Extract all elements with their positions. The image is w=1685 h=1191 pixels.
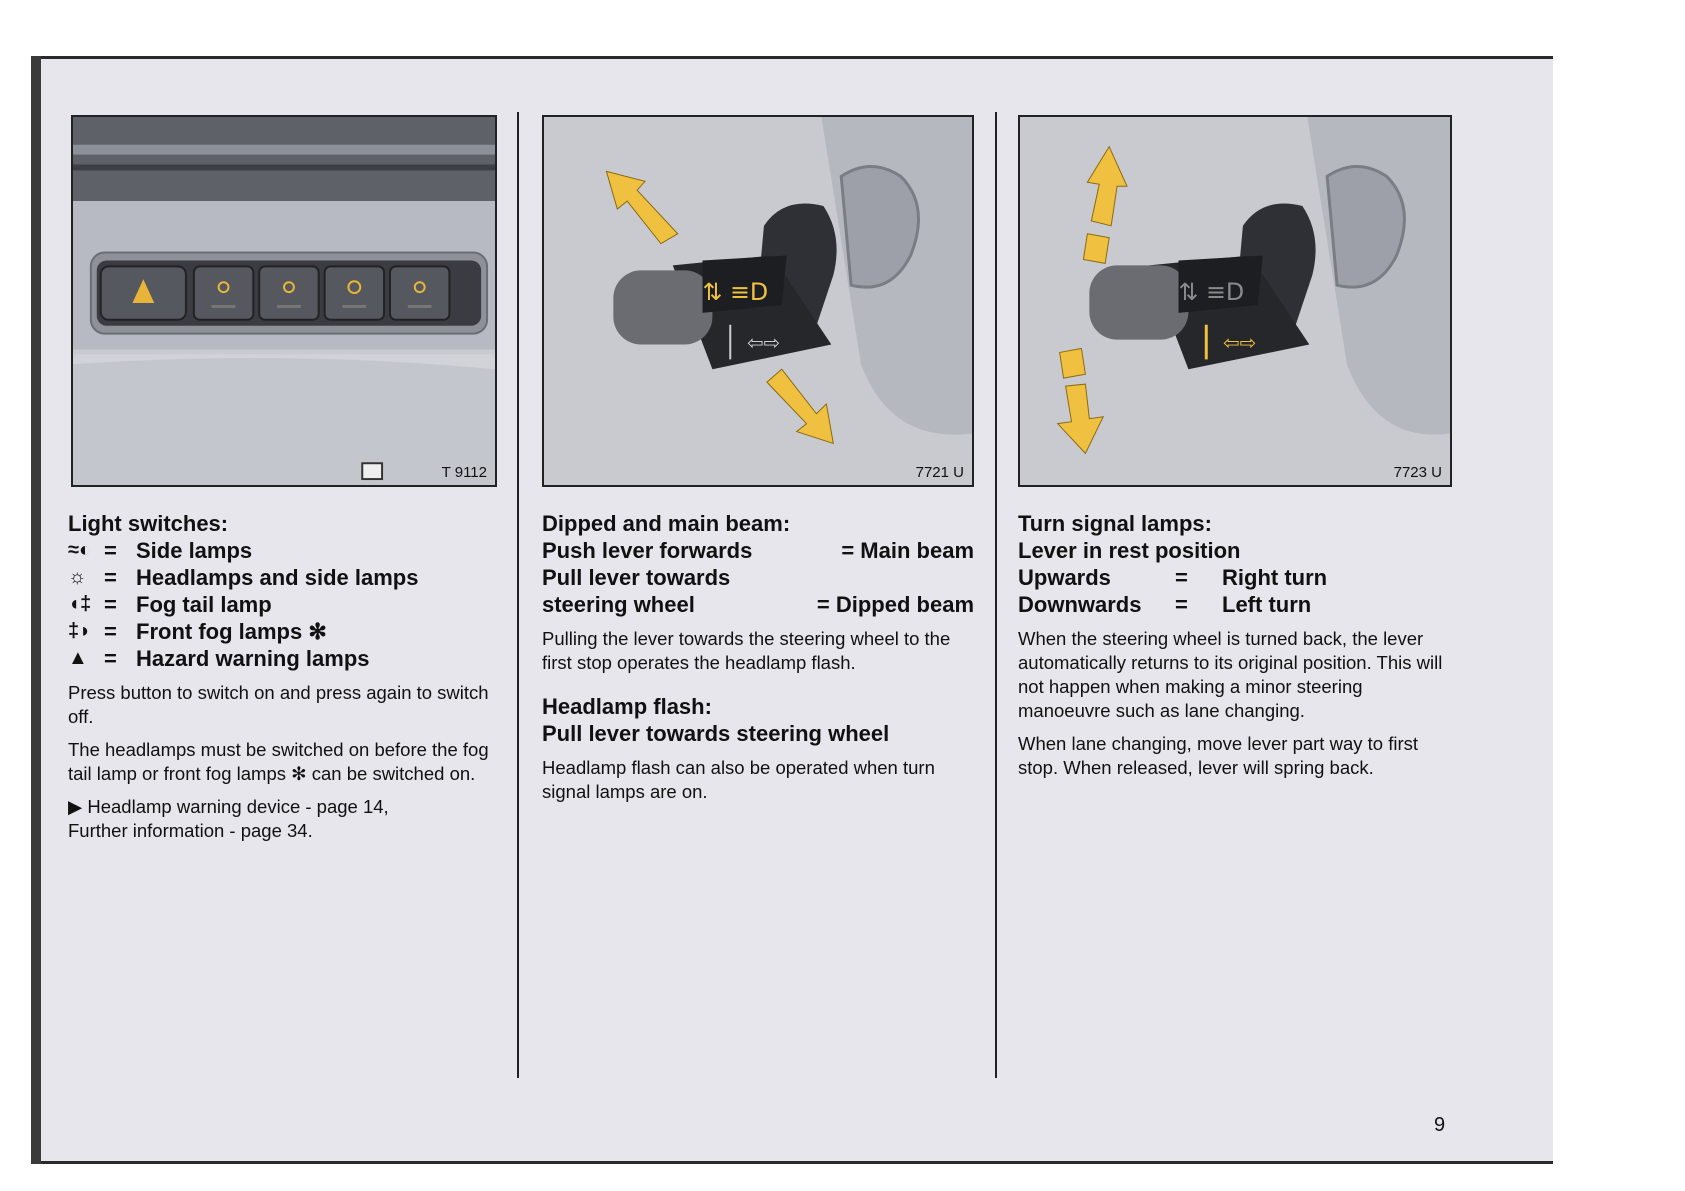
image-code: 7723 U: [1393, 464, 1442, 481]
instruction-row: [542, 537, 974, 564]
equals-sign: =: [104, 538, 117, 563]
svg-text:⇦⇨: ⇦⇨: [747, 331, 781, 355]
paragraph: When lane changing, move lever part way to first stop. When released, lever will spring back.: [1018, 733, 1418, 778]
equals-sign: =: [104, 565, 117, 590]
svg-text:⇅ ≡D: ⇅ ≡D: [702, 278, 769, 307]
turn-signal-lever-illustration: [1020, 117, 1450, 485]
dipped-main-beam-section: [542, 510, 974, 804]
paragraph: When the steering wheel is turned back, the lever automatically returns to its original position. This will not happen when making a minor steering manoeuvre such as lane changing.: [1018, 628, 1443, 721]
instruction-text: Pull lever towards steering wheel: [542, 721, 890, 746]
instruction-result: Right turn: [1222, 565, 1328, 590]
fog-tail-icon: ◖‡: [68, 593, 92, 615]
headlamp-lever-illustration: [544, 117, 972, 485]
paragraph: Headlamp flash can also be operated when turn signal lamps are on.: [542, 757, 935, 802]
instruction-result: = Dipped beam: [816, 592, 974, 617]
legend-label: Side lamps: [136, 538, 253, 563]
headlamps-icon: ☼: [68, 566, 87, 588]
hazard-icon: ▲: [68, 647, 88, 669]
instruction-text: Push lever forwards: [542, 538, 753, 563]
turn-signal-section: [1018, 510, 1450, 780]
legend-label: Front fog lamps ✻: [136, 619, 327, 644]
cross-reference: Further information - page 34.: [68, 820, 313, 841]
section-heading: Turn signal lamps:: [1018, 511, 1212, 536]
column-divider-2: [995, 112, 997, 1078]
legend-row-front-fog: [68, 618, 498, 645]
instruction-row: [1018, 564, 1450, 591]
dipped-main-beam-image: [542, 115, 974, 487]
paragraph: The headlamps must be switched on before the fog tail lamp or front fog lamps ✻ can be switched on.: [68, 739, 489, 784]
section-heading: Headlamp flash:: [542, 694, 712, 719]
image-code: T 9112: [441, 464, 487, 481]
turn-signal-image: [1018, 115, 1452, 487]
legend-row-fog-tail: [68, 591, 498, 618]
legend-label: Headlamps and side lamps: [136, 565, 419, 590]
svg-text:⇦⇨: ⇦⇨: [1223, 331, 1257, 355]
paragraph: Pulling the lever towards the steering wheel to the first stop operates the headlamp flash.: [542, 628, 951, 673]
cross-reference: ▶ Headlamp warning device - page 14,: [68, 796, 389, 817]
legend-row-hazard: [68, 645, 498, 672]
legend-row-side-lamps: [68, 537, 498, 564]
equals-sign: =: [104, 646, 117, 671]
equals-sign: =: [1175, 565, 1188, 590]
instruction-row: [542, 591, 974, 618]
page-number: 9: [1434, 1114, 1446, 1136]
instruction-text: Lever in rest position: [1018, 538, 1241, 563]
section-heading: Light switches:: [68, 511, 229, 536]
instruction-result: = Main beam: [841, 538, 974, 563]
dashboard-illustration: [73, 117, 495, 485]
front-fog-icon: ‡◗: [68, 620, 92, 642]
column-divider-1: [517, 112, 519, 1078]
instruction-result: Left turn: [1222, 592, 1312, 617]
instruction-text: Upwards: [1018, 565, 1111, 590]
instruction-text: steering wheel: [542, 592, 695, 617]
instruction-row: [1018, 591, 1450, 618]
equals-sign: =: [104, 592, 117, 617]
legend-label: Fog tail lamp: [136, 592, 272, 617]
equals-sign: =: [1175, 592, 1188, 617]
page-edge-shadow: [31, 56, 41, 1164]
svg-text:⇅ ≡D: ⇅ ≡D: [1178, 278, 1245, 307]
equals-sign: =: [104, 619, 117, 644]
legend-row-headlamps: [68, 564, 498, 591]
light-switches-image: [71, 115, 497, 487]
side-lamps-icon: ≈◐: [68, 539, 92, 561]
legend-label: Hazard warning lamps: [136, 646, 370, 671]
section-heading: Dipped and main beam:: [542, 511, 791, 536]
instruction-text: Pull lever towards: [542, 565, 731, 590]
light-switches-section: [68, 510, 498, 843]
instruction-text: Downwards: [1018, 592, 1142, 617]
paragraph: Press button to switch on and press again to switch off.: [68, 682, 489, 727]
image-code: 7721 U: [915, 464, 964, 481]
